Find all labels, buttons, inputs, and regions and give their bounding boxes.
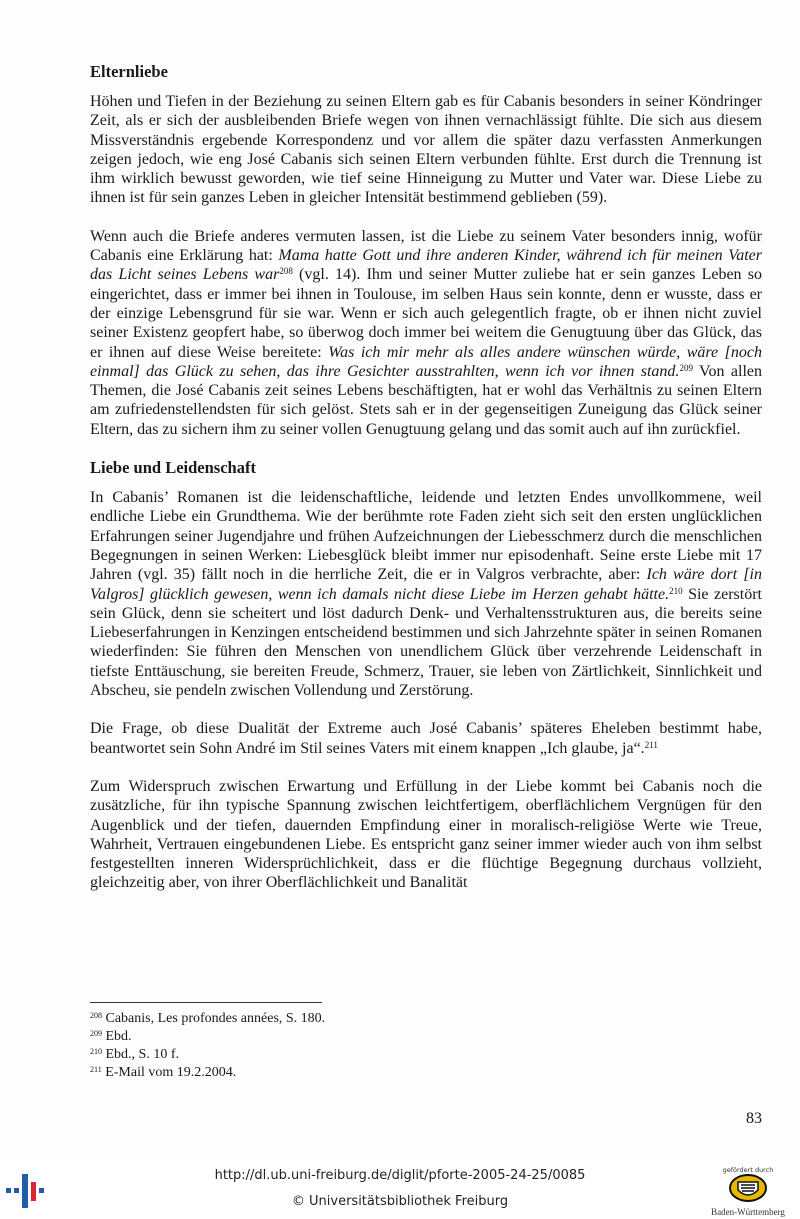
paragraph: Zum Widerspruch zwischen Erwartung und Erfüllung in der Liebe kommt bei Cabanis noch die zusätzliche, für ihn typische Spannung zwischen leichtfertigem, oberflächlichem Vergnügen für den Augenblick und der tiefen, dauernden Empfindung einer in moralisch-religiöse Werte wie Treue, Wahrheit, Vertrauen eingebundenen Liebe. Es entspricht ganz seiner immer wieder auch von ihm selbst festgestellten inneren Widersprüchlichkeit, dass er die flüchtige Begegnung durchaus vollzieht, gleichzeitig aber, von ihrer Oberflächlichkeit und Banalität <box>90 777 762 892</box>
permalink-link[interactable]: http://dl.ub.uni-freiburg.de/diglit/pforte-2005-24-25/0085 <box>214 1168 586 1183</box>
footnote: $^{209}$ Ebd. <box>90 1029 132 1044</box>
coat-of-arms-icon <box>728 1174 768 1202</box>
viewer-footer <box>0 1160 800 1219</box>
quote: Ich wäre dort [in Valgros] glücklich gewesen, wenn ich damals nicht diese Liebe im Herzen gehabt hätte. <box>90 566 762 603</box>
footnote-ref: 211 <box>644 739 658 750</box>
footnote-ref: 210 <box>669 585 683 596</box>
footnote: $^{210}$ Ebd., S. 10 f. <box>90 1047 179 1062</box>
quote: Mama hatte Gott und ihre anderen Kinder, während ich für meinen Vater das Licht seines Lebens war <box>90 247 762 284</box>
footnote-ref: 208 <box>279 266 293 277</box>
footnote-divider <box>90 1002 322 1003</box>
footnote: $^{211}$ E-Mail vom 19.2.2004. <box>90 1065 237 1080</box>
footnotes <box>90 1010 760 1082</box>
paragraph: In Cabanis’ Romanen ist die leidenschaftliche, leidende und letzten Endes unvollkommene, weil endliche Liebe ein Grundthema. Wie der berühmte rote Faden zieht sich seit den ersten unglücklichen Erfahrungen seiner Jugendjahre und frühen Aufzeichnungen der Liebesschmerz durch die menschlichen Begegnungen in seinen Werken: Liebesglück bleibt immer nur episodenhaft. Seine erste Liebe mit 17 Jahren (vgl. 35) fällt noch in die herrliche Zeit, die er in Valgros verbrachte, aber: Ich wäre dort [in Valgros] glücklich gewesen, wenn ich damals nicht diese Liebe im Herzen gehabt hätte.$^{210}$ Sie zerstört sein Glück, denn sie scheitert und löst dadurch Denk- und Verhaltensstrukturen aus, die bereits seine Liebeserfahrungen in Kenzingen entscheidend bestimmen und sich Jahrzehnte später in seinen Romanen wiederfinden: Sie führen den Menschen von unendlichem Glück über verzehrende Leidenschaft in tiefste Enttäuschung, sie bereiten Freude, Schmerz, Trauer, sie leben von Zärtlichkeit, Sinnlichkeit und Abscheu, sie pendeln zwischen Vollendung und Zerstörung. <box>90 489 762 700</box>
section-heading-elternliebe: Elternliebe <box>90 62 168 81</box>
quote: Was ich mir mehr als alles andere wünschen würde, wäre [noch einmal] das Glück zu sehen, das ihre Gesichter ausstrahlten, wenn ich vor ihnen stand. <box>90 343 762 380</box>
paragraph: Höhen und Tiefen in der Beziehung zu seinen Eltern gab es für Cabanis besonders in seiner Köndringer Zeit, als er sich der ausbleibenden Briefe wegen von ihnen vernachlässigt fühlte. Die sich aus diesem Missverständnis ergebende Korrespondenz und vor allem die später dazu verfassten Anmerkungen zeigen jedoch, wie eng José Cabanis sich seinen Eltern verbunden fühlte. Erst durch die Trennung ist ihm wirklich bewusst geworden, wie tief seine Hinneigung zu Mutter und Vater war. Diese Liebe zu ihnen ist für sein ganzes Leben in gleicher Intensität bestimmend geblieben (59). <box>90 93 762 207</box>
page-body <box>90 62 762 893</box>
footnote: $^{208}$ Cabanis, Les profondes années, S. 180. <box>90 1011 326 1026</box>
paragraph: Wenn auch die Briefe anderes vermuten lassen, ist die Liebe zu seinem Vater besonders innig, wofür Cabanis eine Erklärung hat: Mama hatte Gott und ihre anderen Kinder, während ich für meinen Vater das Licht seines Lebens war$^{208}$ (vgl. 14). Ihm und seiner Mutter zuliebe hat er sein ganzes Leben so eingerichtet, dass er immer bei ihnen in Toulouse, im selben Haus sein konnte, denn er wusste, dass er der einzige Lebensgrund für sie war. Wenn er sich auch gelegentlich fragte, ob er ihnen nicht zuviel seiner Existenz geopfert habe, so überwog doch immer bei weitem die Genugtuung über das Glück, das er ihnen auf diese Weise bereitete: Was ich mir mehr als alles andere wünschen würde, wäre [noch einmal] das Glück zu sehen, das ihre Gesichter ausstrahlten, wenn ich vor ihnen stand.$^{209}$ Von allen Themen, die José Cabanis zeit seines Lebens beschäftigten, hat er wohl das Verhältnis zu seinen Eltern am zufriedenstellendsten für sich gelöst. Stets sah er in der gegenseitigen Zuneigung das Glück seiner Eltern, das zu sichern ihm zu seiner vollen Genugtuung gelang und das somit auch auf ihn zurückfiel. <box>90 227 763 438</box>
page-number: 83 <box>746 1110 762 1127</box>
library-logo-icon <box>6 1172 50 1213</box>
section-heading-liebe-und-leidenschaft: Liebe und Leidenschaft <box>90 458 256 478</box>
sponsor-logo: gefördert durch Baden-Württemberg <box>711 1166 785 1217</box>
paragraph: Die Frage, ob diese Dualität der Extreme auch José Cabanis’ späteres Eheleben bestimmt habe, beantwortet sein Sohn André im Stil seines Vaters mit einem knappen „Ich glaube, ja“.$^{211}$ <box>90 720 762 757</box>
copyright-text: © Universitätsbibliothek Freiburg <box>291 1194 509 1209</box>
footnote-ref: 209 <box>679 362 693 373</box>
